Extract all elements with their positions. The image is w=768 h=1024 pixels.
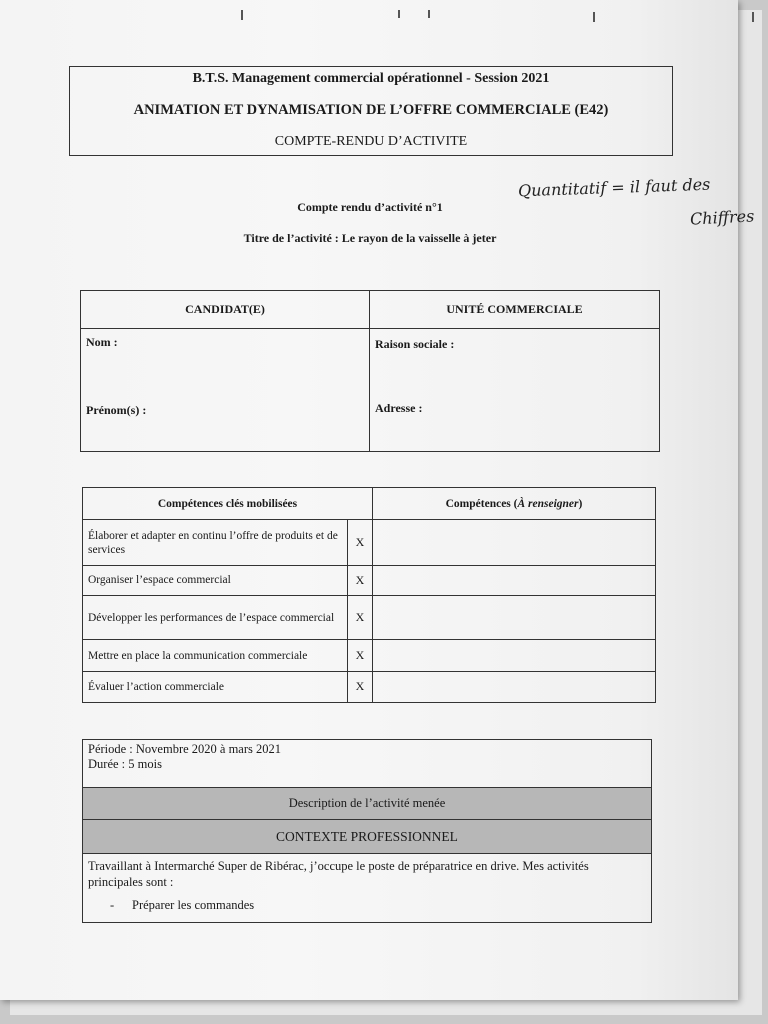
bullet-text: Préparer les commandes [132,898,255,912]
report-number: Compte rendu d’activité n°1 [297,200,443,214]
business-unit-header: UNITÉ COMMERCIALE [370,291,660,329]
skill-mark: X [348,520,373,565]
key-skills-header [83,488,373,520]
skill-entry-cell [373,640,656,671]
header-box [69,66,673,156]
header-line-2: ANIMATION ET DYNAMISATION DE L’OFFRE COMMERCIALE (E42) [133,102,609,118]
header-line-3: COMPTE-RENDU D’ACTIVITE [274,134,468,149]
binding-mark [593,12,595,22]
handwritten-note-line-1: Quantitatif = il faut des [517,174,711,201]
table-row [83,520,656,565]
table-row [83,671,656,702]
skill-label: Organiser l’espace commercial [83,565,348,595]
candidate-cell [81,329,370,452]
key-skills-header-text: Compétences clés mobilisées [157,497,298,510]
skill-mark: X [348,596,373,640]
skills-to-fill-prefix: Compétences ( [445,497,518,510]
handwritten-note-line-2: Chiffres [689,206,755,229]
skill-label: Développer les performances de l’espace commercial [83,596,348,640]
list-item [88,898,646,913]
candidate-header: CANDIDAT(E) [81,291,370,329]
identity-table [80,290,660,452]
skills-to-fill-suffix: ) [578,497,583,510]
context-cell [83,854,652,923]
skill-entry-cell [373,671,656,702]
context-text: Travaillant à Intermarché Super de Ribérac, j’occupe le poste de préparatrice en drive. Mes activités principales sont : [88,859,589,889]
skill-mark: X [348,640,373,671]
bullet-dash: - [110,898,115,912]
skill-label: Mettre en place la communication commerciale [83,640,348,671]
activity-title: Titre de l’activité : Le rayon de la vaisselle à jeter [243,231,497,245]
description-header: Description de l’activité menée [83,788,652,820]
skill-entry-cell [373,596,656,640]
table-row [83,565,656,595]
skill-entry-cell [373,520,656,565]
context-header: CONTEXTE PROFESSIONNEL [83,820,652,854]
skills-to-fill-italic: À renseigner [517,497,579,510]
header-line-1: B.T.S. Management commercial opérationnel - Session 2021 [192,71,550,86]
duration-text: Durée : 5 mois [88,757,162,771]
binding-mark [398,10,400,18]
table-row [83,640,656,671]
skill-label: Élaborer et adapter en continu l’offre de produits et de services [83,520,348,565]
name-label: Nom : [86,335,118,349]
skills-table [82,487,656,703]
activity-table [82,739,652,923]
binding-mark [428,10,430,18]
address-label: Adresse : [375,401,423,415]
table-row [83,596,656,640]
company-label: Raison sociale : [375,337,455,351]
skill-mark: X [348,565,373,595]
period-text: Période : Novembre 2020 à mars 2021 [88,742,282,756]
period-cell [83,740,652,788]
skills-to-fill-header [373,488,656,520]
binding-mark [241,10,243,20]
skill-mark: X [348,671,373,702]
skill-entry-cell [373,565,656,595]
firstname-label: Prénom(s) : [86,403,147,417]
skill-label: Évaluer l’action commerciale [83,671,348,702]
binding-mark [752,12,754,22]
business-unit-cell [370,329,660,452]
